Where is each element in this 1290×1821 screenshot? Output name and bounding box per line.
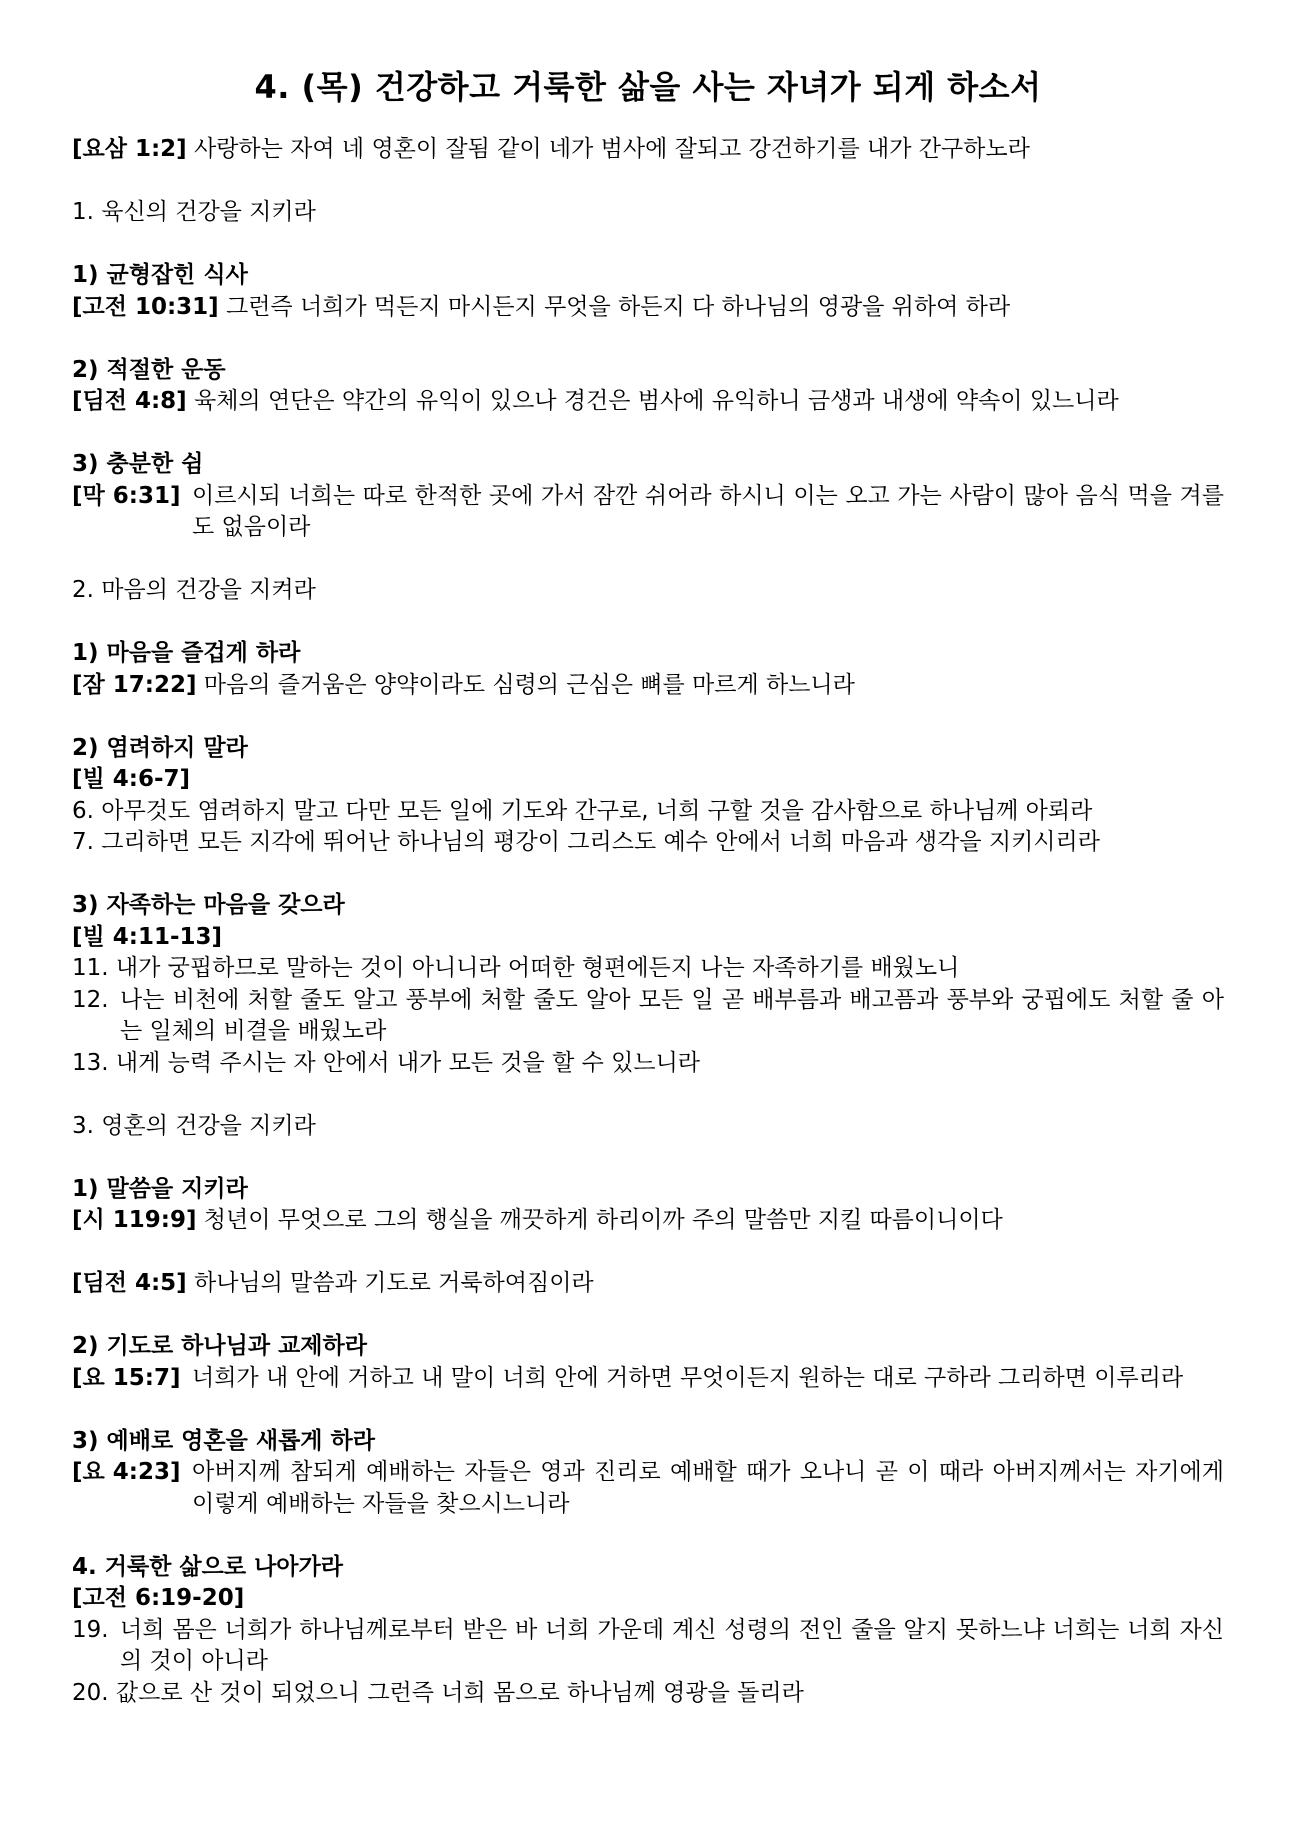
verse-text: 내가 궁핍하므로 말하는 것이 아니니라 어떠한 형편에든지 나는 자족하기를 배웠노니	[115, 955, 960, 981]
verse-ref: [막 6:31]	[72, 482, 181, 509]
numbered-verse	[72, 796, 1224, 828]
verse-ref: [요삼 1:2]	[72, 136, 187, 162]
verse-text: 청년이 무엇으로 그의 행실을 깨끗하게 하리이까 주의 말씀만 지킬 따름이니이다	[203, 1207, 1003, 1233]
verse-number: 19.	[72, 1616, 109, 1643]
verse-ref: [요 4:23]	[72, 1459, 181, 1485]
numbered-verse	[72, 827, 1224, 859]
subheading: 1) 마음을 즐겁게 하라	[72, 640, 301, 666]
verse-block	[72, 481, 1224, 544]
verse-text: 값으로 산 것이 되었으니 그런즉 너희 몸으로 하나님께 영광을 돌리라	[115, 1679, 804, 1706]
verse-text: 아버지께 참되게 예배하는 자들은 영과 진리로 예배할 때가 오나니 곧 이 때라 아버지께서는 자기에게 이렇게 예배하는 자들을 찾으시느니라	[192, 1459, 1224, 1517]
subheading: 3) 예배로 영혼을 새롭게 하라	[72, 1427, 375, 1454]
subheading: 2) 기도로 하나님과 교제하라	[72, 1333, 367, 1359]
numbered-verse	[72, 1678, 1224, 1710]
verse-line	[72, 670, 1224, 702]
verse-line	[72, 386, 1224, 418]
verse-ref: [딤전 4:8]	[72, 388, 187, 414]
subheading: 1) 말씀을 지키라	[72, 1175, 248, 1202]
verse-line	[72, 1205, 1224, 1237]
page-title: 4. (목) 건강하고 거룩한 삶을 사는 자녀가 되게 하소서	[254, 68, 1042, 106]
verse-text: 나는 비천에 처할 줄도 알고 풍부에 처할 줄도 알아 모든 일 곧 배부름과 배고픔과 풍부와 궁핍에도 처할 줄 아는 일체의 비결을 배웠노라	[120, 986, 1224, 1044]
verse-number: 13.	[72, 1049, 109, 1076]
document-page	[72, 62, 1224, 1709]
verse-ref: [빌 4:6-7]	[72, 766, 191, 792]
numbered-verse	[72, 1615, 1224, 1678]
intro-verse	[72, 134, 1224, 166]
numbered-verse	[72, 953, 1224, 985]
verse-ref: [빌 4:11-13]	[72, 923, 223, 950]
verse-line	[72, 1268, 1224, 1300]
verse-number: 20.	[72, 1679, 109, 1706]
verse-line	[72, 292, 1224, 324]
subheading: 3) 자족하는 마음을 갖으라	[72, 892, 345, 918]
verse-text: 이르시되 너희는 따로 한적한 곳에 가서 잠깐 쉬어라 하시니 이는 오고 가는 사람이 많아 음식 먹을 겨를도 없음이라	[192, 482, 1224, 540]
verse-ref: [고전 6:19-20]	[72, 1585, 245, 1611]
section-heading-1: 1. 육신의 건강을 지키라	[72, 199, 316, 225]
verse-text: 그리하면 모든 지각에 뛰어난 하나님의 평강이 그리스도 예수 안에서 너희 마음과 생각을 지키시리라	[101, 829, 1100, 855]
verse-text: 사랑하는 자여 네 영혼이 잘됨 같이 네가 범사에 잘되고 강건하기를 내가 간구하노라	[193, 136, 1030, 162]
verse-number: 11.	[72, 955, 109, 981]
numbered-verse	[72, 1048, 1224, 1080]
verse-text: 내게 능력 주시는 자 안에서 내가 모든 것을 할 수 있느니라	[115, 1049, 701, 1076]
verse-block	[72, 1363, 1224, 1395]
verse-text: 마음의 즐거움은 양약이라도 심령의 근심은 뼈를 마르게 하느니라	[203, 671, 855, 698]
verse-ref: [고전 10:31]	[72, 293, 219, 320]
verse-text: 육체의 연단은 약간의 유익이 있으나 경건은 범사에 유익하니 금생과 내생에 약속이 있느니라	[193, 388, 1119, 414]
subheading: 3) 충분한 쉼	[72, 451, 204, 477]
numbered-verse	[72, 985, 1224, 1048]
verse-text: 하나님의 말씀과 기도로 거룩하여짐이라	[193, 1270, 594, 1296]
verse-number: 6.	[72, 797, 94, 824]
verse-text: 아무것도 염려하지 말고 다만 모든 일에 기도와 간구로, 너희 구할 것을 감사함으로 하나님께 아뢰라	[101, 797, 1093, 824]
subheading: 2) 적절한 운동	[72, 356, 226, 383]
verse-ref: [시 119:9]	[72, 1207, 197, 1233]
subheading: 1) 균형잡힌 식사	[72, 262, 248, 288]
verse-ref: [요 15:7]	[72, 1364, 181, 1391]
verse-text: 그런즉 너희가 먹든지 마시든지 무엇을 하든지 다 하나님의 영광을 위하여 하라	[226, 293, 1011, 320]
verse-text: 너희 몸은 너희가 하나님께로부터 받은 바 너희 가운데 계신 성령의 전인 줄을 알지 못하느냐 너희는 너희 자신의 것이 아니라	[120, 1616, 1224, 1674]
verse-number: 7.	[72, 829, 94, 855]
verse-ref: [잠 17:22]	[72, 671, 197, 698]
verse-text: 너희가 내 안에 거하고 내 말이 너희 안에 거하면 무엇이든지 원하는 대로 구하라 그리하면 이루리라	[192, 1364, 1184, 1391]
section-heading-2: 2. 마음의 건강을 지켜라	[72, 577, 316, 603]
verse-block	[72, 1457, 1224, 1520]
subheading: 2) 염려하지 말라	[72, 734, 248, 761]
section-heading-3: 3. 영혼의 건강을 지키라	[72, 1112, 316, 1139]
verse-ref: [딤전 4:5]	[72, 1270, 187, 1296]
section-heading-4: 4. 거룩한 삶으로 나아가라	[72, 1553, 343, 1580]
verse-number: 12.	[72, 986, 109, 1013]
